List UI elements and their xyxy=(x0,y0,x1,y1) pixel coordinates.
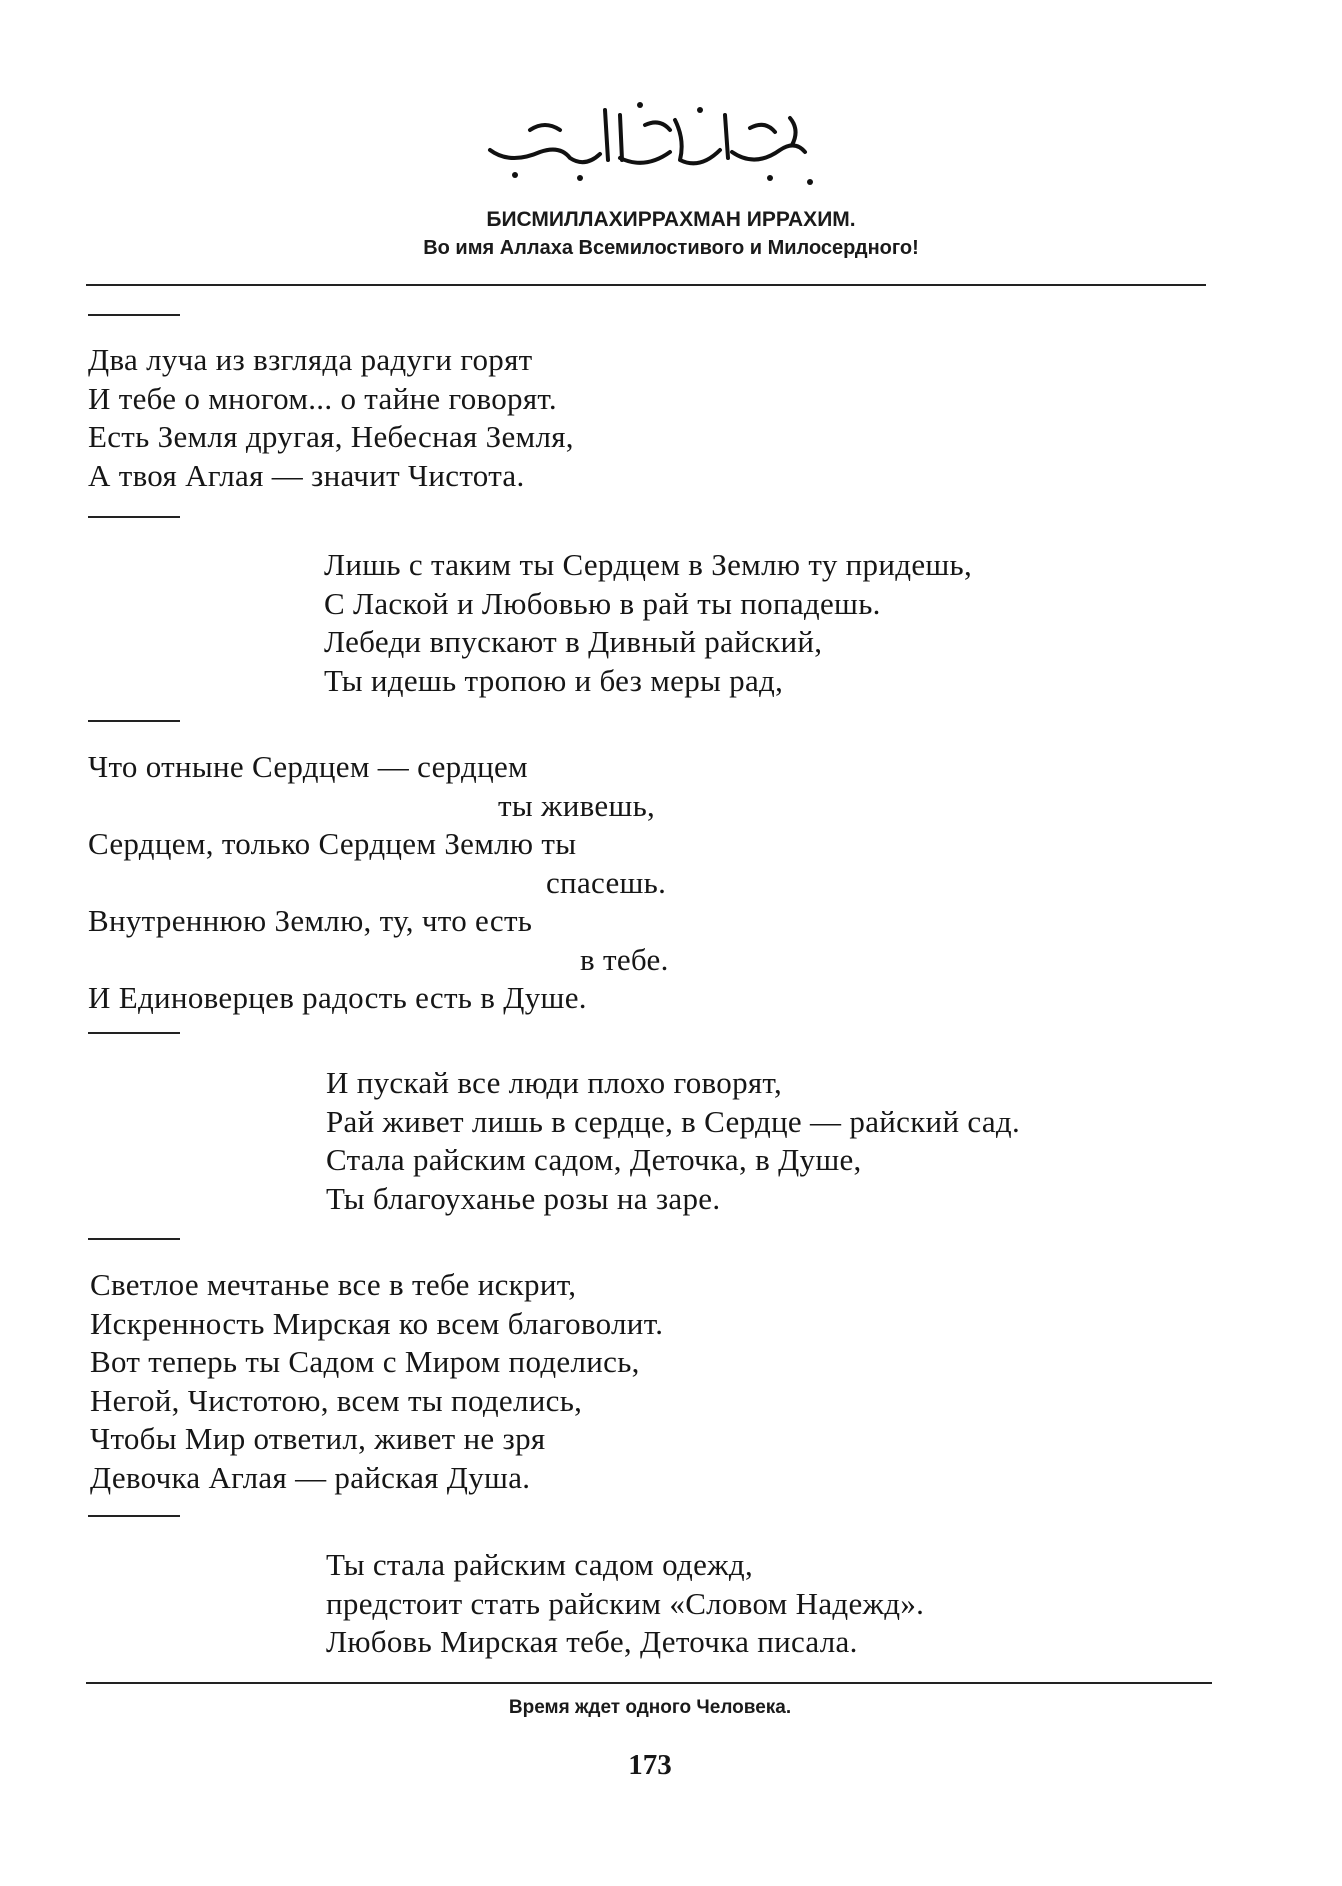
stanza-6 xyxy=(326,1546,924,1662)
verse-line: Ты благоуханье розы на заре. xyxy=(326,1180,721,1216)
verse-line: Стала райским садом, Деточка, в Душе, xyxy=(326,1142,862,1177)
verse-line: Негой, Чистотою, всем ты поделись, xyxy=(90,1382,583,1418)
stanza-separator xyxy=(88,1032,180,1034)
verse-line: Чтобы Мир ответил, живет не зря xyxy=(90,1421,546,1456)
stanza-1 xyxy=(88,341,574,495)
verse-line: Сердцем, только Сердцем Землю ты xyxy=(88,826,577,861)
basmala-calligraphy xyxy=(470,90,830,190)
verse-line-continuation: спасешь. xyxy=(546,864,667,900)
top-rule xyxy=(86,284,1206,286)
header-subtitle: Во имя Аллаха Всемилостивого и Милосердного! xyxy=(423,237,919,259)
stanza-3 xyxy=(88,748,669,1018)
verse-line-continuation: в тебе. xyxy=(580,941,669,977)
footer-running-title: Время ждет одного Человека. xyxy=(508,1697,792,1718)
verse-line: Искренность Мирская ко всем благоволит. xyxy=(90,1305,664,1341)
verse-line: Есть Земля другая, Небесная Земля, xyxy=(88,419,574,454)
verse-line: И пускай все люди плохо говорят, xyxy=(326,1065,782,1100)
verse-line: И Единоверцев радость есть в Душе. xyxy=(88,980,587,1015)
stanza-separator xyxy=(88,1238,180,1240)
verse-line-continuation: ты живешь, xyxy=(498,787,656,823)
verse-line: Внутреннюю Землю, ту, что есть xyxy=(88,903,533,938)
verse-line: Лишь с таким ты Сердцем в Землю ту придешь, xyxy=(324,547,973,582)
verse-line: Что отныне Сердцем — сердцем xyxy=(88,749,528,784)
stanza-4 xyxy=(326,1064,1020,1218)
page-number: 173 xyxy=(628,1749,672,1781)
verse-line: Вот теперь ты Садом с Миром поделись, xyxy=(90,1344,640,1379)
verse-line: предстоит стать райским «Словом Надежд». xyxy=(326,1585,925,1621)
verse-line: Ты идешь тропою и без меры рад, xyxy=(324,662,784,698)
bottom-rule xyxy=(86,1682,1212,1684)
stanza-separator xyxy=(88,1515,180,1517)
stanza-separator xyxy=(88,720,180,722)
verse-line: Два луча из взгляда радуги горят xyxy=(88,342,533,377)
verse-line: С Лаской и Любовью в рай ты попадешь. xyxy=(324,585,881,621)
header-title: БИСМИЛЛАХИРРАХМАН ИРРАХИМ. xyxy=(486,208,856,231)
verse-line: Девочка Аглая — райская Душа. xyxy=(90,1459,531,1495)
stanza-separator xyxy=(88,516,180,518)
verse-line: А твоя Аглая — значит Чистота. xyxy=(88,457,525,493)
verse-line: Лебеди впускают в Дивный райский, xyxy=(324,624,823,659)
stanza-separator xyxy=(88,314,180,316)
stanza-2 xyxy=(324,546,972,700)
verse-line: Любовь Мирская тебе, Деточка писала. xyxy=(326,1624,858,1659)
verse-line: Ты стала райским садом одежд, xyxy=(326,1547,754,1582)
verse-line: И тебе о многом... о тайне говорят. xyxy=(88,380,557,416)
stanza-5 xyxy=(90,1266,663,1497)
verse-line: Рай живет лишь в сердце, в Сердце — райский сад. xyxy=(326,1103,1021,1139)
verse-line: Светлое мечтанье все в тебе искрит, xyxy=(90,1267,577,1302)
